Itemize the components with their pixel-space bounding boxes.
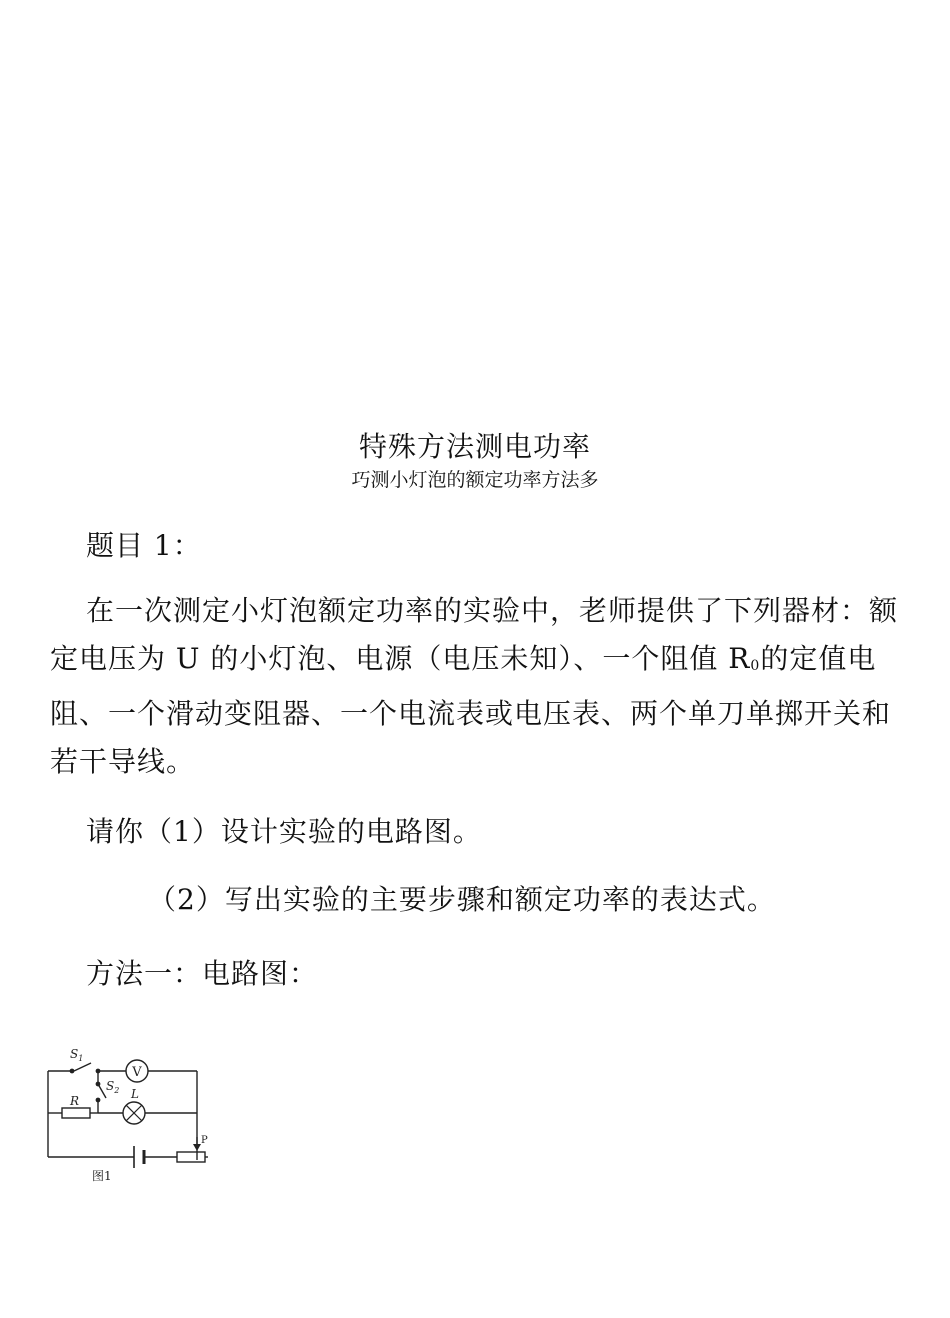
question-body-part1: 在一次测定小灯泡额定功率的实验中，老师提供了下列器材：额定电压为 U 的小灯泡、电源（电压未知）、一个阻值 R [50, 594, 899, 675]
resistor-r [62, 1108, 90, 1118]
s2-label: $S_2$ [106, 1079, 120, 1095]
s1-contact-right [96, 1069, 101, 1074]
question-body-part2: 的定值电阻、一个滑动变阻器、一个电流表或电压表、两个单刀单掷开关和若干导线。 [50, 642, 892, 778]
page-title: 特殊方法测电功率 [358, 430, 591, 463]
question-label: 题目 1： [86, 529, 202, 562]
s1-contact-left [70, 1069, 75, 1074]
resistor-label: R [70, 1094, 80, 1108]
s2-contact-top [96, 1082, 101, 1087]
question-ask-1: 请你（1）设计实验的电路图。 [86, 815, 482, 848]
page-subtitle: 巧测小灯泡的额定功率方法多 [351, 469, 599, 491]
voltmeter-label: V [132, 1065, 142, 1080]
question-body [50, 587, 900, 786]
slider-label: P [201, 1135, 208, 1146]
r0-subscript: 0 [750, 658, 761, 674]
s2-contact-bottom [96, 1098, 101, 1103]
rheostat [177, 1152, 205, 1162]
rheostat-slider-arrow [193, 1144, 201, 1151]
lamp-label: L [131, 1087, 139, 1101]
switch-s2-blade [98, 1084, 106, 1098]
figure-caption: 图1 [92, 1169, 112, 1183]
method-1-label: 方法一：电路图： [86, 957, 319, 990]
switch-s1-blade [74, 1063, 91, 1071]
s1-label: $S_1$ [70, 1047, 84, 1063]
question-ask-2: （2）写出实验的主要步骤和额定功率的表达式。 [148, 883, 776, 916]
circuit-diagram [40, 1040, 220, 1190]
